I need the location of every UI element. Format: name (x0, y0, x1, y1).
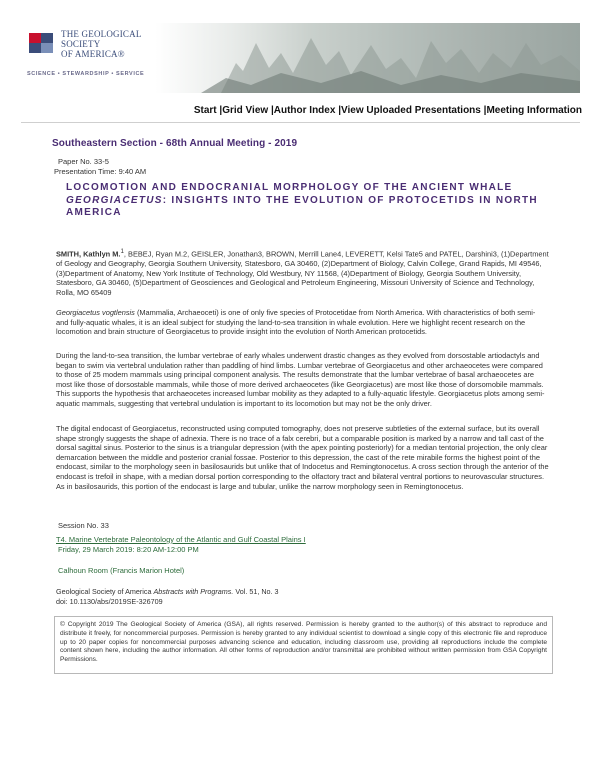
citation-society: Geological Society of America (56, 587, 154, 596)
citation-publication: Abstracts with Programs. (153, 587, 234, 596)
citation-volume: Vol. 51, No. 3 (233, 587, 279, 596)
abstract-paragraph-1 (56, 308, 549, 337)
paragraph-1-text: (Mammalia, Archaeoceti) is one of only five species of Protocetidae from North America. With characteristics of both semi- and fully-aquatic whales, it is an ideal subject for studying the land-to-sea transition in whale evolution. Here we highlight recent research on the locomotion and brain structure of Georgiacetus to provide insight into the evolution of North American protocetids. (56, 308, 536, 337)
nav-separator: | (216, 105, 223, 116)
nav-grid-view[interactable]: Grid View (222, 105, 269, 116)
presentation-time: Presentation Time: 9:40 AM (54, 167, 147, 176)
session-room: Calhoun Room (Francis Marion Hotel) (58, 566, 185, 575)
nav-meeting-information[interactable]: Meeting Information (486, 105, 582, 116)
affiliations: (1)Department of Geology and Geography, Georgia Southern University, Statesboro, GA 30460, (2)Department of Biology, Calvin College, Grand Rapids, MI 49546, (3)Department of Anatomy, New York Institute of Technology, Old Westbury, NY 11568, (4)Department of Biology, Georgia Southern University, Statesboro, GA 30460, (5)Department of Geosciences and Geological and Petroleum Engineering, Missouri University of Science and Technology, Rolla, MO 65409 (56, 249, 549, 297)
gsa-globe-icon (27, 29, 57, 57)
abstract-title (66, 182, 546, 220)
nav-separator: | (335, 105, 341, 116)
org-name (61, 29, 181, 59)
gsa-banner (21, 23, 580, 93)
paper-number: Paper No. 33-5 (58, 157, 109, 166)
org-name-line-2: OF AMERICA® (61, 49, 125, 59)
nav-view-uploaded-presentations[interactable]: View Uploaded Presentations (341, 105, 481, 116)
title-genus: GEORGIACETUS (66, 194, 163, 206)
title-part-2: : INSIGHTS INTO THE EVOLUTION OF PROTOCETIDS IN NORTH AMERICA (66, 194, 538, 218)
citation (56, 587, 279, 606)
species-name: Georgiacetus vogtlensis (56, 308, 135, 317)
copyright-notice: © Copyright 2019 The Geological Society of America (GSA), all rights reserved. Permission is hereby granted to the author(s) of this abstract to reproduce and distribute it freely, for noncommercial purposes. Permission is hereby granted to any individual scientist to download a single copy of this electronic file and reproduce up to 20 paper copies for noncommercial purposes advancing science and education, including classroom use, providing all reproductions include the complete content shown here, including the author information. All other forms of reproduction and/or transmittal are prohibited without written permission from GSA Copyright Permissions. (54, 616, 553, 674)
meeting-title: Southeastern Section - 68th Annual Meeting - 2019 (52, 138, 298, 149)
co-authors: , BEBEJ, Ryan M.2, GEISLER, Jonathan3, BROWN, Merrill Lane4, LEVERETT, Kelsi Tate5 and PATEL, Darshini3, (123, 249, 499, 259)
abstract-paragraph-3: The digital endocast of Georgiacetus, reconstructed using computed tomography, does not preserve subtleties of the external surface, but its overall shape strongly suggests the shape of adnexia. There is no trace of a falx cerebri, but a comparable position is marked by a narrow and tall cast of the dorsal sagittal sinus. Posterior to the sinus is a triangular depression (with the apex pointing posteriorly) for a median tentorial projection, the only clear demarcation between the middle and posterior cranial fossae. Posterior to this depression, the cast of the rete mirabile forms the highest point of the endocast, similar to the morphology seen in basilosaurids but unlike that of Indocetus and Remingtonocetus. A cross section through the anterior of the endocast is trefoil in shape, with a median dorsal portion corresponding to the olfactory tract and bilateral ventral portions to neurovascular structures. As in basilosaurids, this portion of the endocast is large and tubular, unlike the narrow morphology seen in Remingtonocetus. (56, 424, 549, 491)
nav-start[interactable]: Start (193, 105, 217, 116)
nav-separator: | (480, 105, 487, 116)
author-list (56, 247, 549, 297)
nav-author-index[interactable]: Author Index (273, 105, 336, 116)
citation-journal (56, 587, 279, 597)
abstract-paragraph-2: During the land-to-sea transition, the lumbar vertebrae of early whales underwent drastic changes as they evolved from dorsostable artiodactyls and began to swim via vertebral undulation rather than paddling of hind limbs. Lumbar vertebrae of Georgiacetus and other archaeocetes were compared to those of 25 modern mammals using principal component analysis. The results demonstrate that the lumbar vertebrae of basal archaeocetes are most like those of dorsostable mammals, while those of more derived archaeocetes (like Georgiacetus) are most like those of dorsomobile mammals. This supports the hypothesis that archaeocetes increased lumbar mobility as they adapted to a fully-aquatic lifestyle. Georgiacetus plots among semi-aquatic mammals, suggesting that vertebral undulation is important to its locomotion but may not be the only driver. (56, 351, 545, 408)
session-number: Session No. 33 (58, 521, 109, 530)
nav-divider (21, 122, 580, 123)
lead-author: SMITH, Kathlyn M. (56, 249, 121, 259)
tagline: SCIENCE • STEWARDSHIP • SERVICE (27, 71, 145, 77)
lead-author-affiliation: 1 (120, 248, 124, 255)
org-name-line-1: THE GEOLOGICAL SOCIETY (61, 29, 142, 49)
citation-doi: doi: 10.1130/abs/2019SE-326709 (56, 596, 163, 606)
title-part-1: LOCOMOTION AND ENDOCRANIAL MORPHOLOGY OF THE ANCIENT WHALE (66, 182, 513, 193)
session-title-link[interactable]: T4. Marine Vertebrate Paleontology of the Atlantic and Gulf Coastal Plains I (56, 535, 306, 544)
top-nav (194, 105, 582, 116)
session-date: Friday, 29 March 2019: 8:20 AM-12:00 PM (58, 545, 199, 554)
nav-separator: | (268, 105, 274, 116)
